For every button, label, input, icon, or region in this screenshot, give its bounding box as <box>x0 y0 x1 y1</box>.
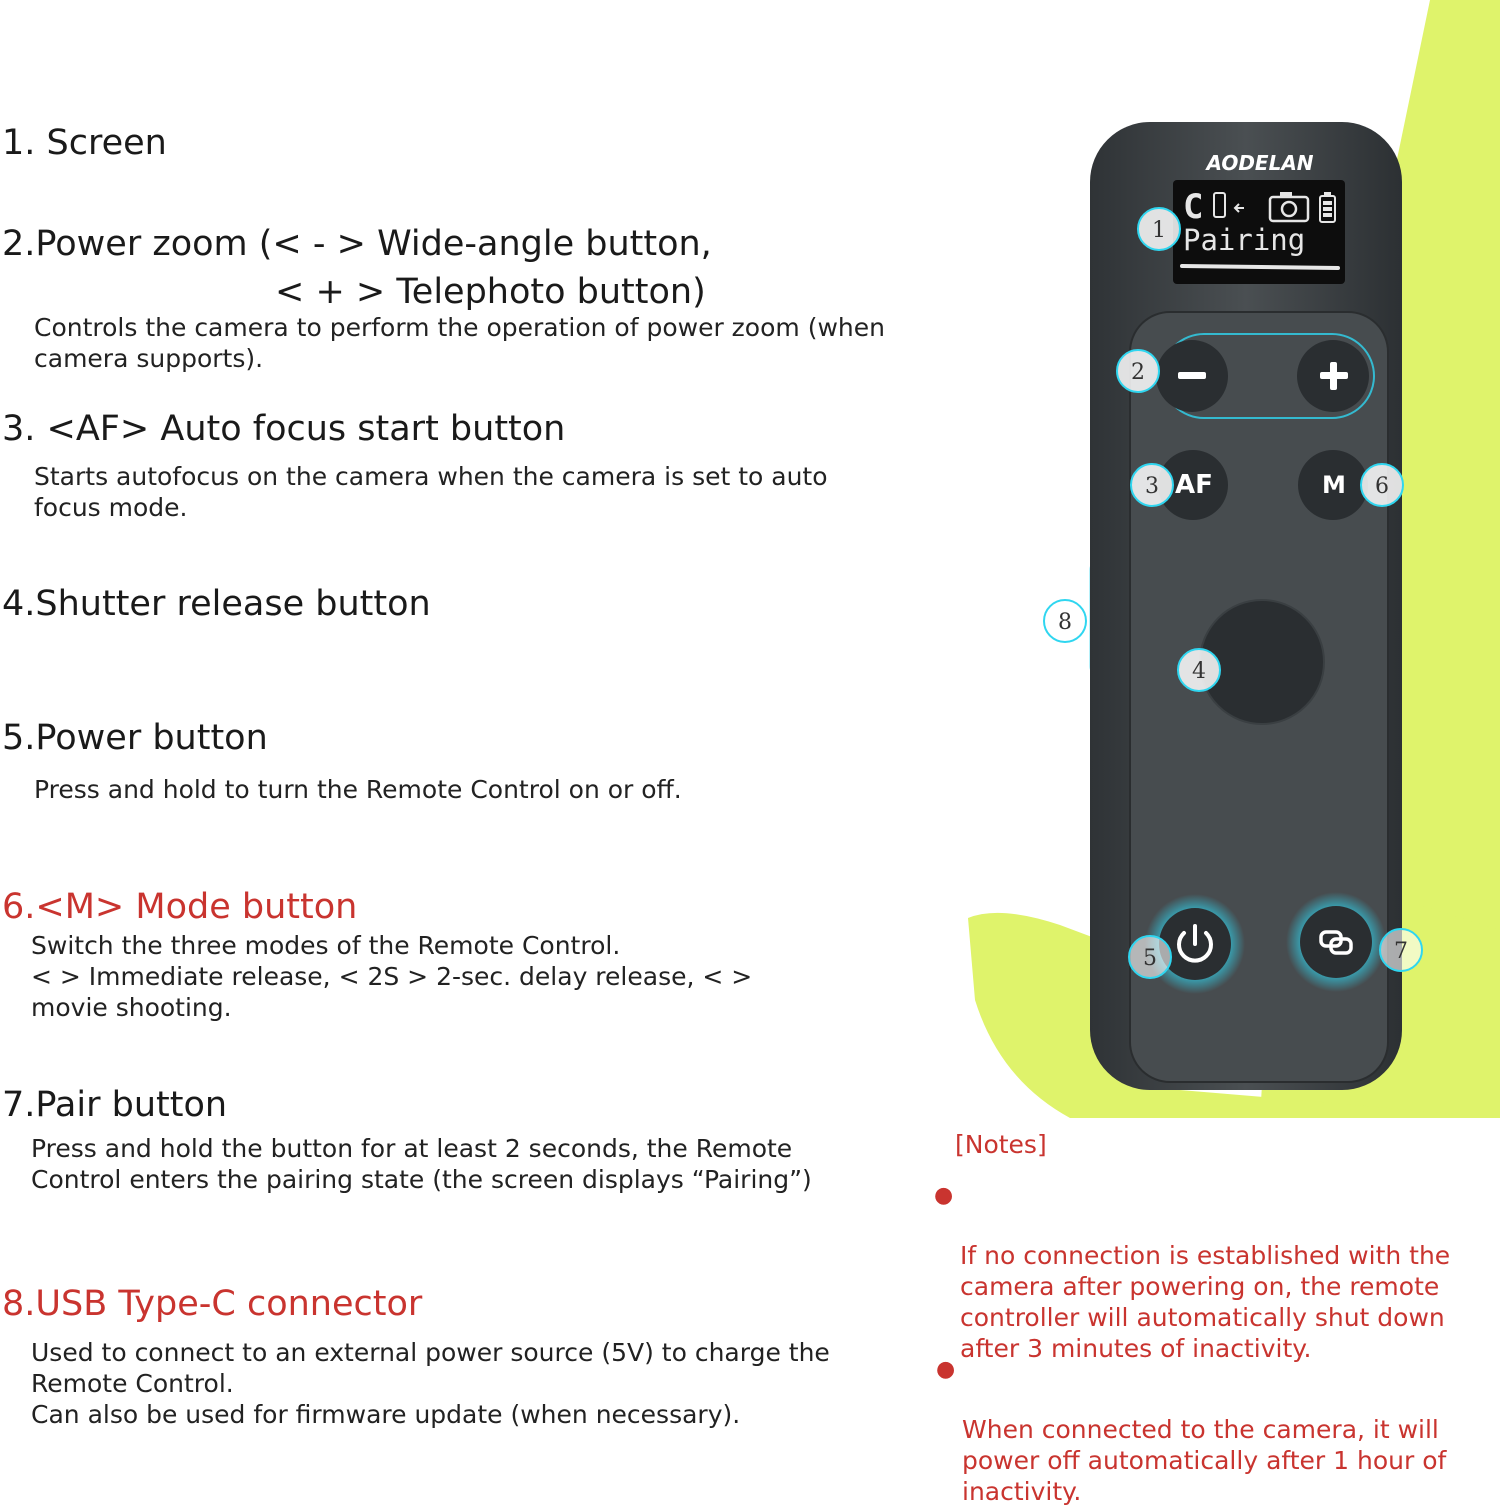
section-2-title: 2.Power zoom (< - > Wide-angle button, <box>2 224 712 264</box>
callout-1-label: 1 <box>1152 218 1166 243</box>
callout-5-label: 5 <box>1143 946 1157 971</box>
callout-2-label: 2 <box>1131 360 1145 385</box>
callout-7-label: 7 <box>1394 939 1408 964</box>
section-7-title: 7.Pair button <box>2 1085 228 1125</box>
section-2-title-line2: < + > Telephoto button) <box>275 272 706 312</box>
section-5-desc: Press and hold to turn the Remote Control on or off. <box>34 775 682 804</box>
section-6-desc: Switch the three modes of the Remote Control. < > Immediate release, < 2S > 2-sec. delay release, < > movie shooting. <box>31 931 753 1022</box>
notes-title: [Notes] <box>955 1130 1047 1159</box>
section-7-desc: Press and hold the button for at least 2 seconds, the Remote Control enters the pairing state (the screen displays “Pairing”) <box>31 1134 812 1194</box>
section-1-title: 1. Screen <box>2 123 167 163</box>
zoom-minus-button[interactable] <box>1156 340 1228 412</box>
callout-4-label: 4 <box>1192 659 1206 684</box>
screen-progress-bar <box>1182 266 1338 268</box>
note-text: When connected to the camera, it will power off automatically after 1 hour of inactivity. <box>962 1415 1447 1506</box>
section-8-desc: Used to connect to an external power source (5V) to charge the Remote Control. Can also be used for firmware update (when necessary). <box>31 1338 830 1429</box>
section-3-title: 3. <AF> Auto focus start button <box>2 409 566 449</box>
section-8-title: 8.USB Type-C connector <box>2 1284 423 1324</box>
screen-status-text: Pairing <box>1183 223 1306 257</box>
mode-button-label: M <box>1322 471 1346 499</box>
note-item <box>934 1178 1480 1364</box>
pair-button[interactable] <box>1300 906 1372 978</box>
callout-8-label: 8 <box>1058 610 1072 635</box>
callout-6-label: 6 <box>1375 474 1389 499</box>
note-text: If no connection is established with the camera after powering on, the remote controller will automatically shut down after 3 minutes of inactivity. <box>960 1241 1451 1363</box>
section-4-title: 4.Shutter release button <box>2 584 431 624</box>
minus-icon <box>1178 372 1206 379</box>
section-6-title: 6.<M> Mode button <box>2 887 358 927</box>
section-2-desc: Controls the camera to perform the operation of power zoom (when camera supports). <box>34 313 885 373</box>
remote-control-illustration <box>1060 118 1440 1098</box>
section-5-title: 5.Power button <box>2 718 268 758</box>
power-button[interactable] <box>1159 908 1231 980</box>
bullet-dot-icon: ● <box>936 1357 956 1382</box>
mode-button[interactable] <box>1298 450 1368 520</box>
callout-3-label: 3 <box>1145 474 1159 499</box>
section-3-desc: Starts autofocus on the camera when the camera is set to auto focus mode. <box>34 462 828 522</box>
af-button-label: AF <box>1175 470 1213 500</box>
zoom-plus-button[interactable] <box>1297 340 1369 412</box>
brand-logo: AODELAN <box>1206 151 1314 175</box>
screen-mode-indicator: C <box>1183 187 1204 227</box>
note-item <box>936 1352 1482 1507</box>
bullet-dot-icon: ● <box>934 1183 954 1208</box>
